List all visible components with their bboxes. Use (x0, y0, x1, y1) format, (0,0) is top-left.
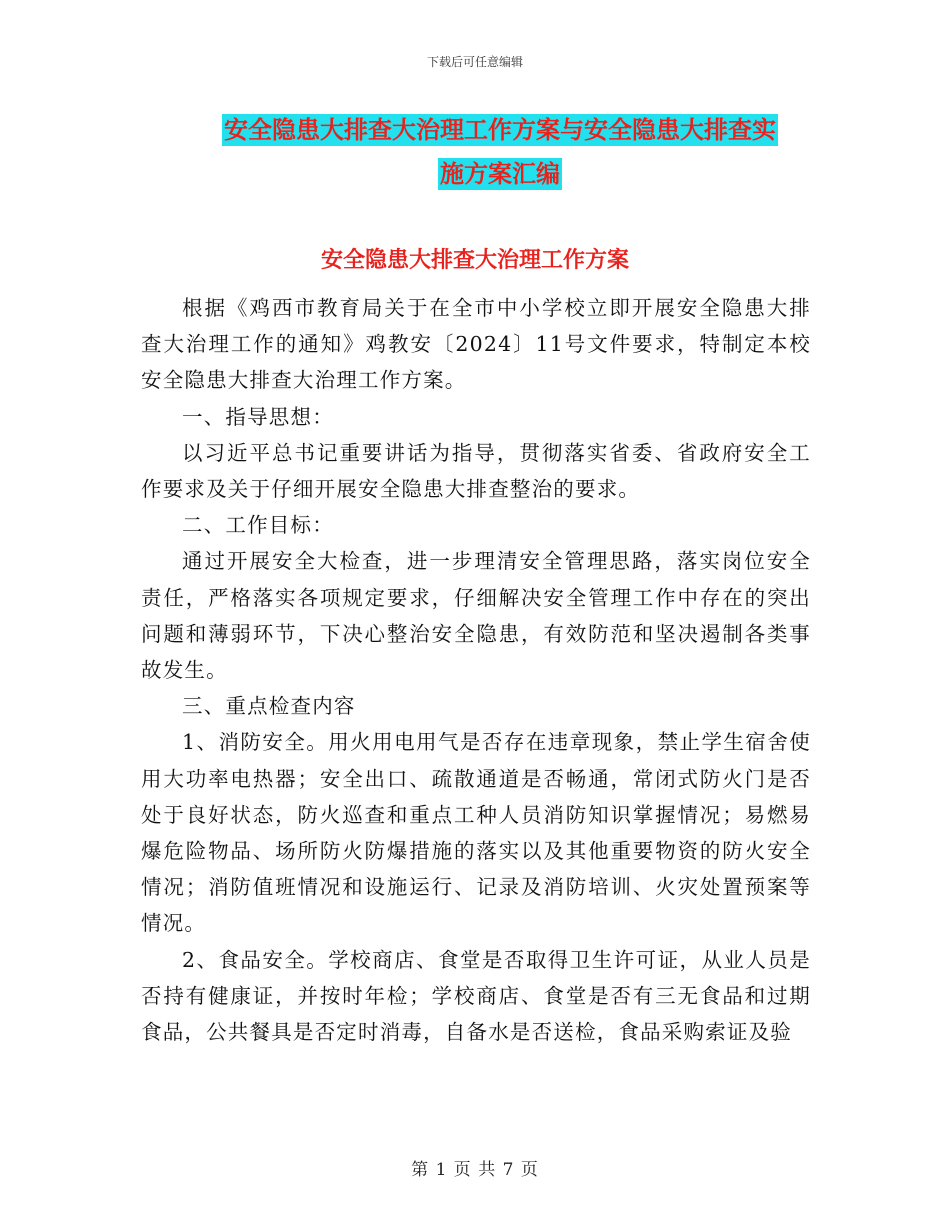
header-note: 下载后可任意编辑 (426, 55, 523, 69)
heading-work-goals: 二、工作目标： (182, 513, 334, 538)
document-body (141, 290, 811, 1050)
section-title: 安全隐患大排查大治理工作方案 (320, 248, 629, 273)
document-title (140, 108, 860, 196)
paragraph-food-safety: 2、食品安全。学校商店、食堂是否取得卫生许可证，从业人员是否持有健康证，并按时年检；学校商店、食堂是否有三无食品和过期食品，公共餐具是否定时消毒，自备水是否送检，食品采购索证及验 (141, 947, 811, 1045)
document-title-line-2: 施方案汇编 (440, 160, 560, 188)
heading-guiding-ideology: 一、指导思想： (182, 404, 334, 429)
page-footer: 第 1 页 共 7 页 (411, 1160, 539, 1180)
paragraph-guiding-ideology: 以习近平总书记重要讲话为指导，贯彻落实省委、省政府安全工作要求及关于仔细开展安全隐患大排查整治的要求。 (141, 440, 811, 502)
heading-key-inspection: 三、重点检查内容 (182, 694, 356, 719)
paragraph-fire-safety: 1、消防安全。用火用电用气是否存在违章现象，禁止学生宿舍使用大功率电热器；安全出口、疏散通道是否畅通，常闭式防火门是否处于良好状态，防火巡查和重点工种人员消防知识掌握情况；易燃易爆危险物品、场所防火防爆措施的落实以及其他重要物资的防火安全情况；消防值班情况和设施运行、记录及消防培训、火灾处置预案等情况。 (141, 730, 811, 936)
paragraph-work-goals: 通过开展安全大检查，进一步理清安全管理思路，落实岗位安全责任，严格落实各项规定要求，仔细解决安全管理工作中存在的突出问题和薄弱环节，下决心整治安全隐患，有效防范和坚决遏制各类事故发生。 (141, 549, 811, 683)
document-title-line-1: 安全隐患大排查大治理工作方案与安全隐患大排查实 (224, 116, 776, 144)
paragraph-intro: 根据《鸡西市教育局关于在全市中小学校立即开展安全隐患大排查大治理工作的通知》鸡教安〔2024〕11号文件要求，特制定本校安全隐患大排查大治理工作方案。 (141, 296, 811, 393)
